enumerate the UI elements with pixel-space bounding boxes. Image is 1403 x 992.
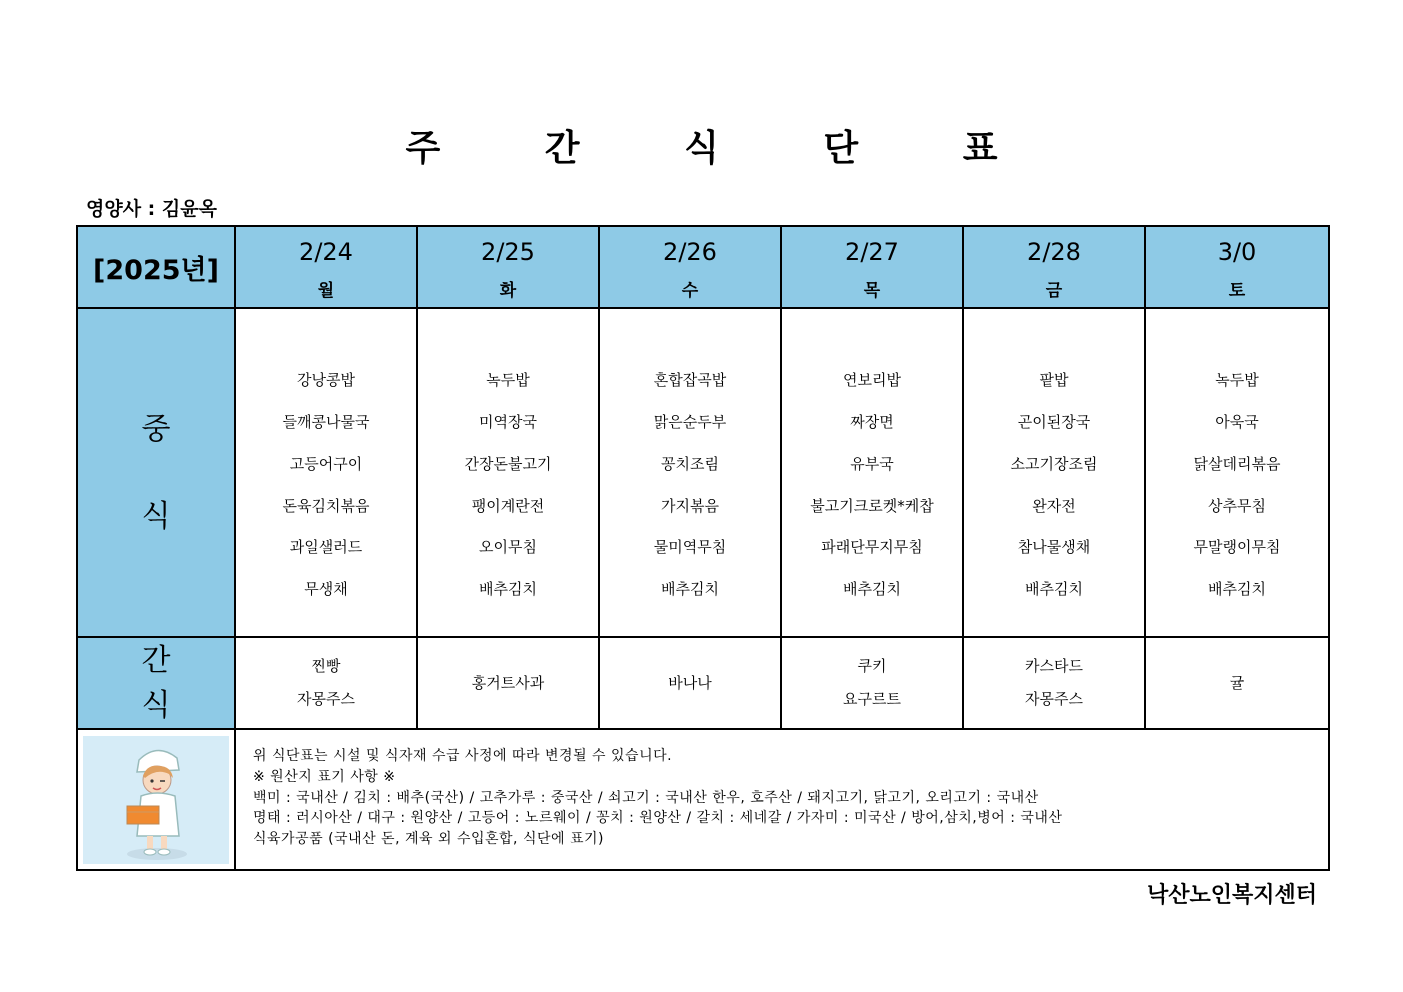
menu-item: 가지볶음 xyxy=(661,496,719,515)
menu-item: 간장돈불고기 xyxy=(464,454,552,473)
day-header xyxy=(235,226,417,308)
day-of-week: 수 xyxy=(681,280,699,301)
lunch-cell xyxy=(963,308,1145,637)
menu-item: 미역장국 xyxy=(479,412,537,431)
day-date: 2/25 xyxy=(481,237,535,266)
snack-label xyxy=(77,637,235,729)
menu-item: 물미역무침 xyxy=(653,538,727,557)
snack-row xyxy=(77,637,1329,729)
menu-item: 배추김치 xyxy=(661,580,719,599)
day-of-week: 토 xyxy=(1228,280,1246,301)
year-label: [2025년] xyxy=(77,226,235,308)
lunch-label-char: 중 xyxy=(141,411,171,447)
menu-item: 오이무침 xyxy=(479,538,537,557)
day-date: 2/26 xyxy=(663,237,717,266)
note-line: 백미 : 국내산 / 김치 : 배추(국산) / 고추가루 : 중국산 / 쇠고기 : 국내산 한우, 호주산 / 돼지고기, 닭고기, 오리고기 : 국내산 xyxy=(253,789,1039,806)
menu-item: 곤이된장국 xyxy=(1017,412,1091,431)
notes-row xyxy=(77,729,1329,870)
menu-item: 강낭콩밥 xyxy=(297,371,355,390)
snack-cell xyxy=(781,637,963,729)
day-of-week: 월 xyxy=(317,280,335,301)
snack-item: 바나나 xyxy=(668,673,712,692)
snack-label-char: 간 xyxy=(141,643,171,678)
day-date: 2/24 xyxy=(299,237,353,266)
menu-item: 유부국 xyxy=(850,454,894,473)
menu-item: 들깨콩나물국 xyxy=(282,412,370,431)
day-of-week: 화 xyxy=(499,280,517,301)
day-header xyxy=(599,226,781,308)
menu-item: 돈육김치볶음 xyxy=(282,496,370,515)
snack-item: 찐빵 xyxy=(311,657,341,675)
note-line: 식육가공품 (국내산 돈, 계육 외 수입혼합, 식단에 표기) xyxy=(253,831,604,848)
snack-item: 홍거트사과 xyxy=(471,673,545,692)
lunch-label xyxy=(77,308,235,637)
menu-item: 무생채 xyxy=(304,580,348,599)
snack-item: 귤 xyxy=(1229,673,1245,692)
snack-item: 쿠키 xyxy=(857,657,887,675)
menu-item: 팽이계란전 xyxy=(471,496,545,515)
day-header xyxy=(1145,226,1329,308)
menu-item: 무말랭이무침 xyxy=(1193,538,1281,557)
snack-cell xyxy=(963,637,1145,729)
lunch-row xyxy=(77,308,1329,637)
menu-item: 고등어구이 xyxy=(289,454,363,473)
lunch-cell xyxy=(781,308,963,637)
snack-label-char: 식 xyxy=(141,688,171,723)
day-of-week: 금 xyxy=(1045,280,1063,301)
day-of-week: 목 xyxy=(863,280,881,301)
day-date: 2/28 xyxy=(1027,237,1081,266)
menu-item: 상추무침 xyxy=(1208,496,1266,515)
illustration-cell xyxy=(77,729,235,870)
snack-item: 카스타드 xyxy=(1025,657,1083,675)
day-header xyxy=(417,226,599,308)
menu-item: 불고기크로켓*케찹 xyxy=(810,496,934,515)
note-line: 명태 : 러시아산 / 대구 : 원양산 / 고등어 : 노르웨이 / 꽁치 : 원양산 / 갈치 : 세네갈 / 가자미 : 미국산 / 방어,삼치,병어 : 국내산 xyxy=(253,810,1063,827)
menu-item: 파래단무지무침 xyxy=(821,538,923,557)
menu-item: 연보리밥 xyxy=(843,371,901,390)
menu-item: 소고기장조림 xyxy=(1010,454,1098,473)
center-name: 낙산노인복지센터 xyxy=(1146,883,1317,908)
dietitian-label: 영양사 : 김윤옥 xyxy=(86,198,217,220)
lunch-cell xyxy=(599,308,781,637)
menu-item: 녹두밥 xyxy=(486,371,530,390)
menu-item: 아욱국 xyxy=(1215,412,1259,431)
day-header xyxy=(963,226,1145,308)
menu-item: 배추김치 xyxy=(1208,580,1266,599)
lunch-cell xyxy=(1145,308,1329,637)
day-date: 2/27 xyxy=(845,237,899,266)
snack-item: 자몽주스 xyxy=(297,690,355,708)
menu-item: 완자전 xyxy=(1032,496,1076,515)
lunch-cell xyxy=(417,308,599,637)
menu-item: 혼합잡곡밥 xyxy=(653,371,727,390)
menu-item: 녹두밥 xyxy=(1215,371,1259,390)
lunch-cell xyxy=(235,308,417,637)
menu-item: 팥밥 xyxy=(1039,371,1069,390)
snack-item: 자몽주스 xyxy=(1025,690,1083,708)
snack-cell xyxy=(599,637,781,729)
menu-item: 맑은순두부 xyxy=(653,412,727,431)
snack-item: 요구르트 xyxy=(843,690,901,708)
snack-cell xyxy=(1145,637,1329,729)
menu-item: 배추김치 xyxy=(843,580,901,599)
menu-item: 짜장면 xyxy=(850,412,894,431)
snack-cell xyxy=(417,637,599,729)
lunch-label-char: 식 xyxy=(141,498,171,534)
day-date: 3/0 xyxy=(1217,237,1257,266)
menu-item: 배추김치 xyxy=(1025,580,1083,599)
menu-item: 배추김치 xyxy=(479,580,537,599)
notes-cell xyxy=(235,729,1329,870)
nurse-illustration-icon xyxy=(83,736,229,864)
menu-table xyxy=(76,225,1330,871)
note-line: ※ 원산지 표기 사항 ※ xyxy=(253,768,396,785)
menu-item: 닭살데리볶음 xyxy=(1193,454,1281,473)
snack-cell xyxy=(235,637,417,729)
menu-item: 꽁치조림 xyxy=(661,454,719,473)
note-line: 위 식단표는 시설 및 식자재 수급 사정에 따라 변경될 수 있습니다. xyxy=(253,748,673,764)
menu-item: 과일샐러드 xyxy=(289,538,363,557)
page-title: 주 간 식 단 표 xyxy=(405,128,1044,169)
menu-item: 참나물생채 xyxy=(1017,538,1091,557)
day-header xyxy=(781,226,963,308)
header-row xyxy=(77,226,1329,308)
